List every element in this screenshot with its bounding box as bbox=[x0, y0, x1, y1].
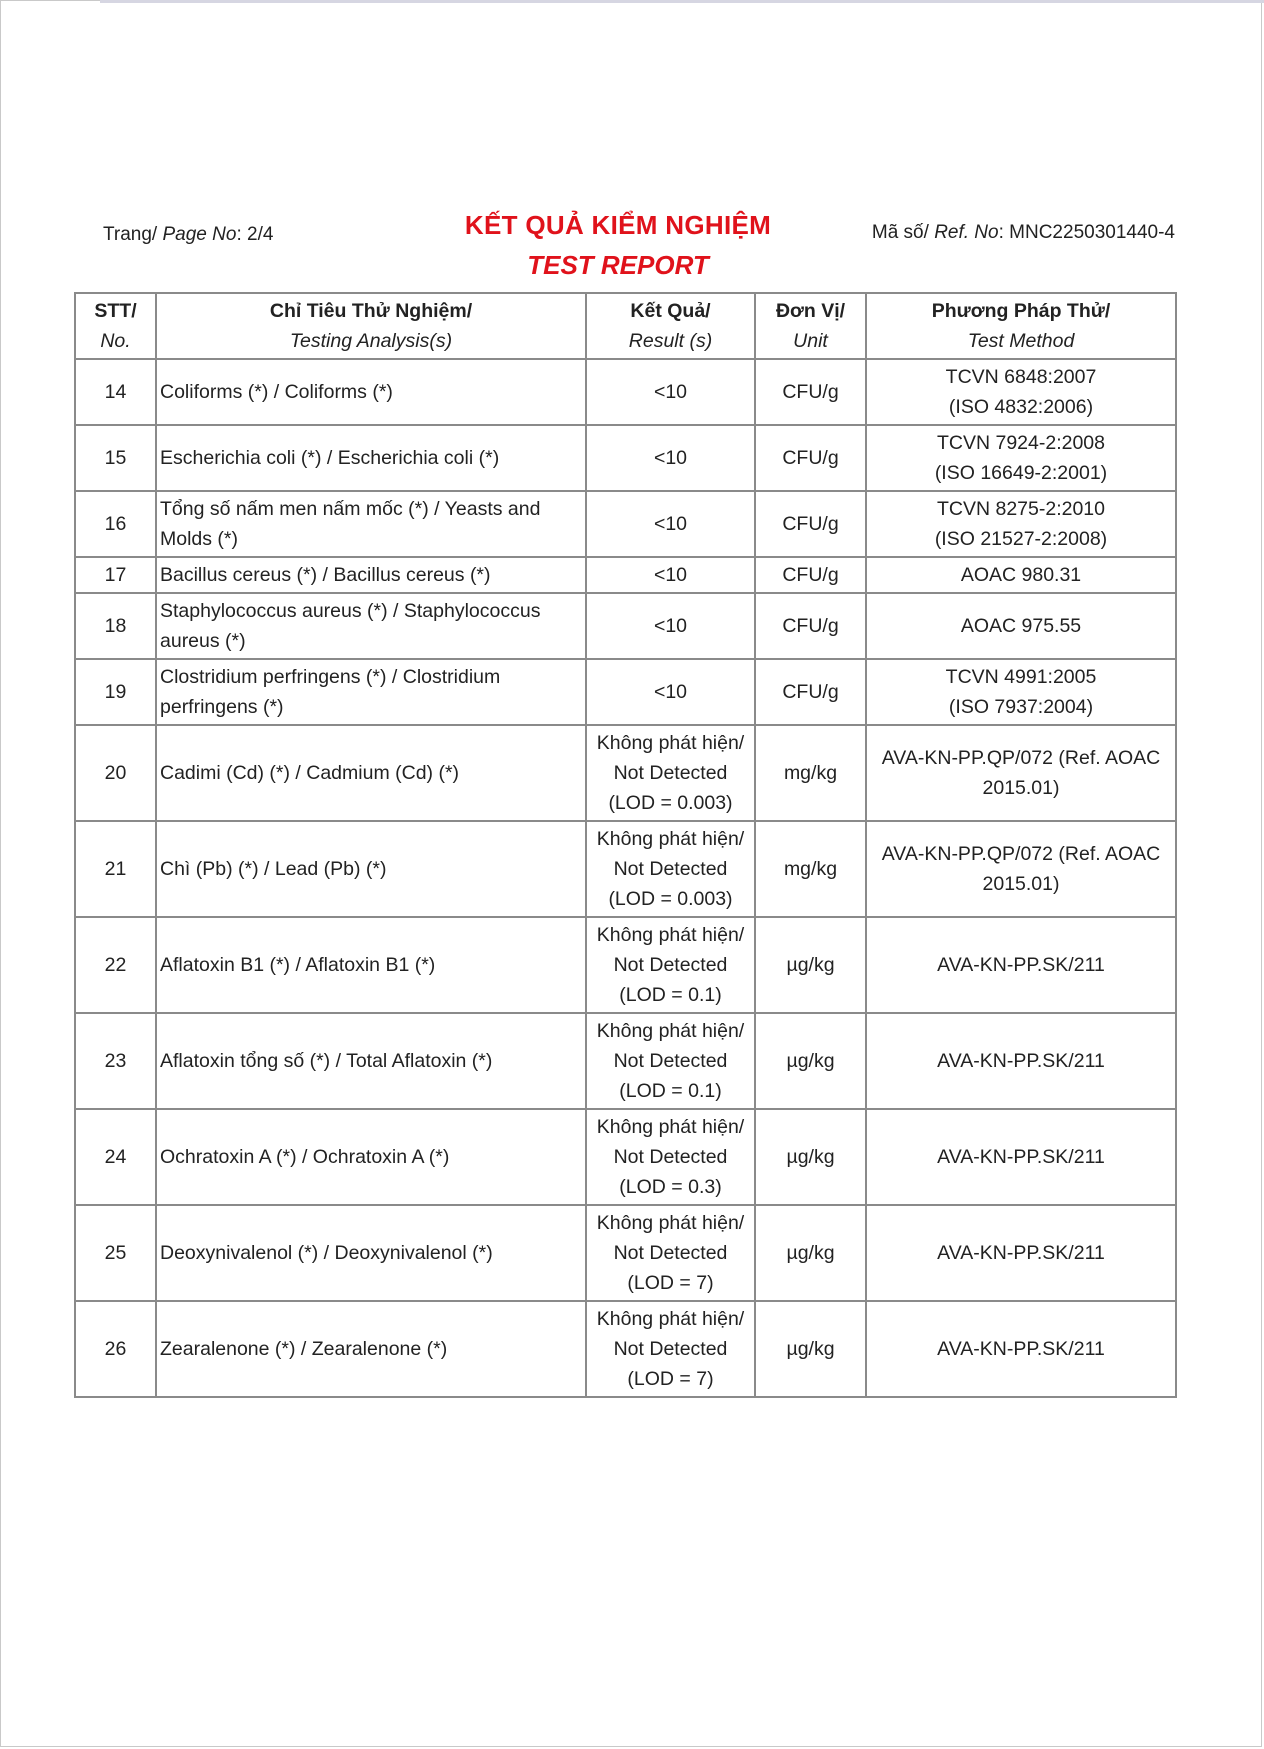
ref-label: Ref. No bbox=[934, 222, 999, 243]
cell-no: 17 bbox=[75, 557, 156, 593]
page-prefix: Trang/ bbox=[103, 224, 163, 245]
cell-analysis-line: perfringens (*) bbox=[160, 696, 284, 718]
cell-no: 19 bbox=[75, 659, 156, 725]
table-row bbox=[75, 491, 1176, 557]
cell-result-line: Not Detected bbox=[613, 1050, 728, 1072]
cell-result bbox=[586, 491, 755, 557]
cell-result-line: (LOD = 0.1) bbox=[619, 1080, 722, 1102]
cell-analysis-line: Staphylococcus aureus (*) / Staphylococcus bbox=[160, 600, 541, 622]
cell-result-line: Not Detected bbox=[613, 954, 728, 976]
cell-method-line: AVA-KN-PP.QP/072 (Ref. AOAC bbox=[881, 747, 1161, 769]
col-header-result: Kết Quả/ Result (s) bbox=[586, 293, 755, 359]
cell-result-line: Not Detected bbox=[613, 762, 728, 784]
cell-result-line: Không phát hiện/ bbox=[596, 1116, 745, 1138]
results-table bbox=[74, 292, 1177, 1398]
cell-analysis bbox=[156, 821, 586, 917]
cell-method-line: 2015.01) bbox=[982, 777, 1060, 799]
ref-prefix: Mã số/ bbox=[871, 222, 935, 243]
cell-unit: CFU/g bbox=[755, 659, 866, 725]
cell-result-line: <10 bbox=[653, 564, 688, 586]
cell-method-line: (ISO 21527-2:2008) bbox=[934, 528, 1108, 550]
cell-unit: CFU/g bbox=[755, 491, 866, 557]
top-strip bbox=[100, 0, 1264, 3]
cell-method-line: AOAC 975.55 bbox=[960, 615, 1082, 637]
cell-result-line: (LOD = 0.003) bbox=[608, 888, 733, 910]
cell-result-line: Không phát hiện/ bbox=[596, 828, 745, 850]
cell-result bbox=[586, 1013, 755, 1109]
cell-method-line: AOAC 980.31 bbox=[960, 564, 1082, 586]
table-body bbox=[75, 359, 1176, 1397]
cell-result bbox=[586, 1205, 755, 1301]
cell-analysis-line: Deoxynivalenol (*) / Deoxynivalenol (*) bbox=[160, 1242, 493, 1264]
page-value: : 2/4 bbox=[236, 224, 274, 245]
cell-result-line: (LOD = 0.1) bbox=[619, 984, 722, 1006]
cell-result-line: (LOD = 7) bbox=[627, 1272, 714, 1294]
table-header-row bbox=[75, 293, 1176, 359]
cell-result-line: <10 bbox=[653, 681, 688, 703]
cell-method bbox=[866, 1301, 1176, 1397]
cell-analysis bbox=[156, 1301, 586, 1397]
col-header-analysis: Chỉ Tiêu Thử Nghiệm/ Testing Analysis(s) bbox=[156, 293, 586, 359]
cell-no: 23 bbox=[75, 1013, 156, 1109]
cell-method-line: AVA-KN-PP.SK/211 bbox=[937, 954, 1105, 976]
cell-unit: mg/kg bbox=[755, 725, 866, 821]
cell-result-line: (LOD = 7) bbox=[627, 1368, 714, 1390]
cell-method-line: (ISO 4832:2006) bbox=[948, 396, 1094, 418]
cell-result bbox=[586, 917, 755, 1013]
cell-analysis bbox=[156, 725, 586, 821]
cell-method-line: TCVN 4991:2005 bbox=[945, 666, 1097, 688]
cell-method bbox=[866, 1205, 1176, 1301]
cell-method bbox=[866, 821, 1176, 917]
table-row bbox=[75, 425, 1176, 491]
cell-method-line: TCVN 7924-2:2008 bbox=[936, 432, 1106, 454]
cell-analysis bbox=[156, 1109, 586, 1205]
cell-result-line: (LOD = 0.3) bbox=[619, 1176, 722, 1198]
cell-method bbox=[866, 593, 1176, 659]
cell-method bbox=[866, 359, 1176, 425]
cell-method-line: (ISO 16649-2:2001) bbox=[934, 462, 1108, 484]
cell-no: 22 bbox=[75, 917, 156, 1013]
table-row bbox=[75, 359, 1176, 425]
cell-analysis bbox=[156, 1013, 586, 1109]
cell-method-line: AVA-KN-PP.SK/211 bbox=[937, 1050, 1105, 1072]
cell-unit: µg/kg bbox=[755, 1109, 866, 1205]
cell-analysis bbox=[156, 557, 586, 593]
cell-method bbox=[866, 1109, 1176, 1205]
cell-result-line: <10 bbox=[653, 513, 688, 535]
cell-unit: CFU/g bbox=[755, 359, 866, 425]
cell-unit: mg/kg bbox=[755, 821, 866, 917]
ref-value: : MNC2250301440-4 bbox=[998, 222, 1175, 243]
table-row bbox=[75, 1109, 1176, 1205]
title-vietnamese: KẾT QUẢ KIỂM NGHIỆM bbox=[464, 210, 772, 240]
cell-result-line: Không phát hiện/ bbox=[596, 732, 745, 754]
cell-result-line: Not Detected bbox=[613, 1242, 728, 1264]
page-label: Page No bbox=[162, 224, 237, 245]
col-header-no: STT/ No. bbox=[75, 293, 156, 359]
cell-method-line: TCVN 6848:2007 bbox=[945, 366, 1097, 388]
cell-result-line: <10 bbox=[653, 447, 688, 469]
cell-result bbox=[586, 1301, 755, 1397]
cell-method-line: (ISO 7937:2004) bbox=[948, 696, 1094, 718]
cell-result bbox=[586, 557, 755, 593]
cell-no: 15 bbox=[75, 425, 156, 491]
cell-no: 18 bbox=[75, 593, 156, 659]
table-row bbox=[75, 593, 1176, 659]
cell-result-line: Không phát hiện/ bbox=[596, 1308, 745, 1330]
cell-analysis-line: aureus (*) bbox=[160, 630, 246, 652]
cell-analysis-line: Zearalenone (*) / Zearalenone (*) bbox=[160, 1338, 448, 1360]
table-row bbox=[75, 917, 1176, 1013]
cell-no: 14 bbox=[75, 359, 156, 425]
cell-result bbox=[586, 725, 755, 821]
cell-analysis bbox=[156, 359, 586, 425]
cell-method bbox=[866, 917, 1176, 1013]
cell-method bbox=[866, 557, 1176, 593]
cell-method bbox=[866, 1013, 1176, 1109]
cell-analysis-line: Clostridium perfringens (*) / Clostridium bbox=[160, 666, 501, 688]
cell-analysis-line: Escherichia coli (*) / Escherichia coli (*) bbox=[160, 447, 500, 469]
cell-result-line: Not Detected bbox=[613, 858, 728, 880]
table-row bbox=[75, 1205, 1176, 1301]
cell-unit: µg/kg bbox=[755, 1013, 866, 1109]
cell-result bbox=[586, 659, 755, 725]
cell-result-line: Not Detected bbox=[613, 1338, 728, 1360]
cell-analysis bbox=[156, 659, 586, 725]
cell-no: 26 bbox=[75, 1301, 156, 1397]
cell-no: 20 bbox=[75, 725, 156, 821]
cell-analysis-line: Cadimi (Cd) (*) / Cadmium (Cd) (*) bbox=[160, 762, 460, 784]
cell-result-line: Không phát hiện/ bbox=[596, 924, 745, 946]
cell-result-line: Không phát hiện/ bbox=[596, 1020, 745, 1042]
cell-analysis-line: Chì (Pb) (*) / Lead (Pb) (*) bbox=[160, 858, 387, 880]
cell-analysis bbox=[156, 425, 586, 491]
col-header-unit: Đơn Vị/ Unit bbox=[755, 293, 866, 359]
cell-analysis-line: Bacillus cereus (*) / Bacillus cereus (*) bbox=[160, 564, 491, 586]
cell-analysis-line: Aflatoxin tổng số (*) / Total Aflatoxin (*) bbox=[160, 1050, 493, 1072]
cell-result-line: <10 bbox=[653, 615, 688, 637]
title-english: TEST REPORT bbox=[527, 250, 709, 280]
reference-number bbox=[872, 222, 1175, 244]
cell-method bbox=[866, 659, 1176, 725]
cell-analysis bbox=[156, 1205, 586, 1301]
cell-result-line: Not Detected bbox=[613, 1146, 728, 1168]
cell-analysis bbox=[156, 593, 586, 659]
cell-result bbox=[586, 821, 755, 917]
cell-analysis-line: Ochratoxin A (*) / Ochratoxin A (*) bbox=[160, 1146, 450, 1168]
cell-method-line: AVA-KN-PP.SK/211 bbox=[937, 1338, 1105, 1360]
cell-no: 21 bbox=[75, 821, 156, 917]
cell-no: 24 bbox=[75, 1109, 156, 1205]
report-header bbox=[0, 200, 1264, 290]
cell-method-line: AVA-KN-PP.SK/211 bbox=[937, 1242, 1105, 1264]
cell-result-line: <10 bbox=[653, 381, 688, 403]
cell-method bbox=[866, 725, 1176, 821]
cell-method bbox=[866, 425, 1176, 491]
cell-result bbox=[586, 425, 755, 491]
table-row bbox=[75, 659, 1176, 725]
cell-unit: µg/kg bbox=[755, 1301, 866, 1397]
cell-method-line: AVA-KN-PP.SK/211 bbox=[937, 1146, 1105, 1168]
cell-method-line: 2015.01) bbox=[982, 873, 1060, 895]
cell-analysis-line: Molds (*) bbox=[160, 528, 239, 550]
cell-analysis-line: Coliforms (*) / Coliforms (*) bbox=[160, 381, 393, 403]
cell-unit: CFU/g bbox=[755, 593, 866, 659]
cell-result bbox=[586, 359, 755, 425]
cell-method bbox=[866, 491, 1176, 557]
cell-result bbox=[586, 593, 755, 659]
table-row bbox=[75, 1301, 1176, 1397]
col-header-method: Phương Pháp Thử/ Test Method bbox=[866, 293, 1176, 359]
cell-unit: µg/kg bbox=[755, 917, 866, 1013]
cell-analysis-line: Tổng số nấm men nấm mốc (*) / Yeasts and bbox=[160, 498, 541, 520]
table-row bbox=[75, 821, 1176, 917]
table-row bbox=[75, 1013, 1176, 1109]
cell-method-line: AVA-KN-PP.QP/072 (Ref. AOAC bbox=[881, 843, 1161, 865]
cell-no: 25 bbox=[75, 1205, 156, 1301]
cell-result-line: (LOD = 0.003) bbox=[608, 792, 733, 814]
cell-unit: CFU/g bbox=[755, 557, 866, 593]
cell-unit: CFU/g bbox=[755, 425, 866, 491]
table-row bbox=[75, 557, 1176, 593]
cell-analysis bbox=[156, 917, 586, 1013]
cell-analysis bbox=[156, 491, 586, 557]
cell-no: 16 bbox=[75, 491, 156, 557]
table-row bbox=[75, 725, 1176, 821]
cell-result bbox=[586, 1109, 755, 1205]
cell-unit: µg/kg bbox=[755, 1205, 866, 1301]
cell-method-line: TCVN 8275-2:2010 bbox=[936, 498, 1106, 520]
cell-result-line: Không phát hiện/ bbox=[596, 1212, 745, 1234]
cell-analysis-line: Aflatoxin B1 (*) / Aflatoxin B1 (*) bbox=[160, 954, 436, 976]
